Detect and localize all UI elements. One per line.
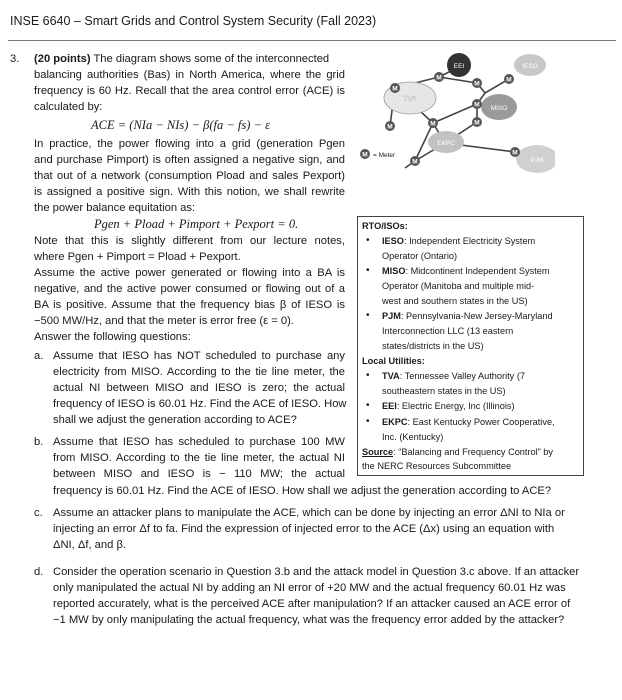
rto-miso-line-2: Operator (Manitoba and multiple mid- (382, 281, 535, 291)
para2-line-4: is assigned a positive sign. With this notion, we shall rewrite (34, 186, 345, 198)
bullet: • (366, 265, 370, 276)
rto-miso-line-1: MISO: Midcontinent Independent System (382, 266, 550, 276)
part-c-line-1: Assume an attacker plans to manipulate the ACE, which can be done by injecting an error ΔNI to NIa or (53, 507, 565, 519)
rto-title: RTO/ISOs: (362, 221, 408, 231)
local-ekpc-line-2: Inc. (Kentucky) (382, 432, 444, 442)
part-a-line-3: actual NI between MISO and IESO is zero; the actual (53, 382, 345, 394)
eei-label: EEI (453, 63, 465, 70)
bullet: • (366, 370, 370, 381)
part-d-line-1: Consider the operation scenario in Question 3.b and the attack model in Question 3.c above. If an attacker (53, 566, 580, 578)
part-a-line-4: frequency of IESO is 60.01 Hz. Find the ACE of IESO. How (53, 398, 347, 410)
para2-line-2: and purchase Pimport) is often assigned a negative sign, and (34, 154, 345, 166)
para3-line-1: Note that this is slightly different from our lecture notes, (34, 235, 345, 247)
header-divider (8, 40, 616, 41)
intro-line-3: frequency is 60 Hz. Recall that the area control error (ACE) is (34, 85, 345, 97)
para3-line-6: −500 MW/Hz, and that the meter is error free (ε = 0). (34, 315, 294, 327)
pjm-label: PJM (530, 157, 544, 164)
local-title: Local Utilities: (362, 356, 425, 366)
local-eei-line-1: EEI: Electric Energy, Inc (Illinois) (382, 401, 515, 411)
tva-label: TVA (403, 96, 417, 103)
local-ekpc-line-1: EKPC: East Kentucky Power Cooperative, (382, 417, 555, 427)
intro-line-2: balancing authorities (Bas) in North America, where the grid (34, 69, 345, 81)
rto-ieso-line-2: Operator (Ontario) (382, 251, 458, 261)
part-b-line-1: Assume that IESO has scheduled to purchase 100 MW (53, 436, 345, 448)
ace-formula: ACE = (NIa − NIs) − β(fa − fs) − ε (91, 118, 271, 132)
part-b-line-2: from MISO. According to the tie line meter, the actual NI (53, 452, 345, 464)
bullet: • (366, 416, 370, 427)
part-d-line-2: only manipulated the actual NI by adding an NI error of +20 MW and the actual frequency 60.01 Hz was (53, 582, 566, 594)
para3-line-2: where Pgen + Pimport = Pload + Pexport. (34, 251, 241, 263)
part-a-line-5: shall we adjust the generation according to ACE? (53, 414, 297, 426)
part-d-label: d. (34, 566, 44, 578)
rto-pjm-line-1: PJM: Pennsylvania-New Jersey-Maryland (382, 311, 553, 321)
part-b-line-3: between MISO and IESO is − 110 MW; the actual (53, 468, 345, 480)
miso-label: MISO (490, 105, 508, 112)
svg-text:M: M (412, 158, 418, 166)
svg-text:M: M (430, 120, 436, 128)
meter-legend (360, 149, 396, 159)
svg-text:M: M (474, 80, 480, 88)
rto-pjm-line-3: states/districts in the US) (382, 341, 484, 351)
bullet: • (366, 400, 370, 411)
part-a-line-2: electricity from MISO. According to the tie line meter, the (53, 366, 345, 378)
svg-text:M: M (436, 74, 442, 82)
para3-line-5: BA is positive. Assume that the frequency bias β of IESO is (34, 299, 345, 311)
part-d-line-3: reported accurately, what is the perceived ACE after manipulation? If an attacker caused an ACE error of (53, 598, 571, 610)
intro-line-4: calculated by: (34, 101, 103, 113)
part-a-label: a. (34, 350, 44, 362)
para3-line-4: negative, and the active power consumed or flowing out of a (34, 283, 345, 295)
question-number: 3. (10, 53, 20, 65)
part-a-line-1: Assume that IESO has NOT scheduled to purchase any (53, 350, 345, 362)
para2-line-5: the power balance equitation as: (34, 202, 196, 214)
para2-line-1: In practice, the power flowing into a grid (generation Pgen (34, 138, 345, 150)
svg-text:M: M (506, 76, 512, 84)
local-tva-line-1: TVA: Tennessee Valley Authority (7 (382, 371, 525, 381)
svg-text:= Meter: = Meter (373, 152, 396, 159)
ba-network-diagram (355, 46, 555, 216)
local-tva-line-2: southeastern states in the US) (382, 386, 506, 396)
source-line-2: the NERC Resources Subcommittee (362, 461, 512, 471)
balance-formula: Pgen + Pload + Pimport + Pexport = 0. (94, 217, 299, 231)
ieso-label: IESO (522, 63, 538, 70)
svg-text:M: M (362, 151, 368, 159)
svg-text:M: M (474, 101, 480, 109)
svg-text:M: M (474, 119, 480, 127)
part-d-line-4: −1 MW by only manipulating the actual frequency, what was the frequency error added by the attacker? (53, 614, 565, 626)
part-c-line-3: ΔNI, Δf, and β. (53, 539, 126, 551)
rto-miso-line-3: west and southern states in the US) (382, 296, 528, 306)
bullet: • (366, 235, 370, 246)
bullet: • (366, 310, 370, 321)
rto-ieso-line-1: IESO: Independent Electricity System (382, 236, 536, 246)
page-header: INSE 6640 – Smart Grids and Control System Security (Fall 2023) (10, 14, 377, 28)
source-line-1: Source: “Balancing and Frequency Control” by (362, 447, 553, 457)
para2-line-3: that out of a network (consumption Pload and sales Pexport) (34, 170, 345, 182)
para3-line-7: Answer the following questions: (34, 331, 191, 343)
intro-line-1: (20 points) The diagram shows some of the interconnected (34, 53, 330, 65)
svg-text:M: M (387, 123, 393, 131)
ekpc-label: EKPC (437, 140, 455, 147)
svg-text:M: M (392, 85, 398, 93)
part-b-label: b. (34, 436, 44, 448)
part-c-label: c. (34, 507, 43, 519)
rto-pjm-line-2: Interconnection LLC (13 eastern (382, 326, 514, 336)
para3-line-3: Assume the active power generated or flowing into a BA is (34, 267, 345, 279)
part-c-line-2: injecting an error Δf to fa. Find the expression of injected error to the ACE (Δx) using an equation with (53, 523, 555, 535)
svg-text:M: M (512, 149, 518, 157)
part-b-line-4: frequency is 60.01 Hz. Find the ACE of IESO. How shall we adjust the generation according to ACE? (53, 485, 552, 497)
question-points: (20 points) (34, 53, 91, 65)
